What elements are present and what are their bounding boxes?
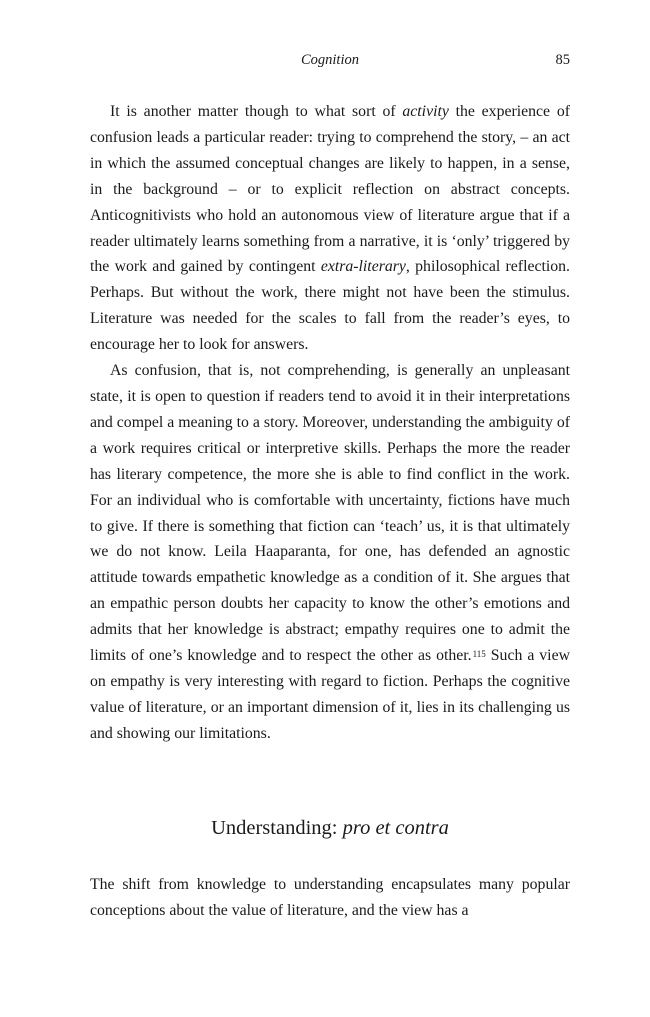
paragraph-1-text-c: , philosophical reflection. Perhaps. But without the work, there might not have been the stimulus. Literature was needed for the scales to fall from the reader’s eyes, to encourage her to look for answers. [90,258,571,354]
paragraph-1-text-a: It is another matter though to what sort of [110,103,403,120]
body-text [90,99,570,747]
section-body [90,872,570,924]
paragraph-2-text-a: As confusion, that is, not comprehending, is generally an unpleasant state, it is open to question if readers tend to avoid it in their interpretations and compel a meaning to a story. Moreover, understanding the ambiguity of a work requires critical or interpretive skills. Perhaps the more the reader has literary competence, the more she is able to find conflict in the work. For an individual who is comfortable with uncertainty, fictions have much to give. If there is something that fiction can ‘teach’ us, it is that ultimately we do not know. Leila Haaparanta, for one, has defended an agnostic attitude towards empathetic knowledge as a condition of it. She argues that an empathic person doubts her capacity to know the other’s emotions and admits that her knowledge is abstract; empathy requires one to admit the limits of one’s knowledge and to respect the other as other. [90,362,570,665]
section-heading-plain: Understanding: [211,817,343,839]
paragraph-1 [90,99,570,358]
running-head [90,52,570,72]
paragraph-2 [90,358,570,747]
emphasis-activity: activity [402,103,449,120]
footnote-reference[interactable]: 115 [472,649,486,660]
paragraph-1-text-b: the experience of confusion leads a particular reader: trying to comprehend the story, – an act in which the assumed conceptual changes are likely to happen, in a sense, in the background – or to explicit reflection on abstract concepts. Anticognitivists who hold an autonomous view of literature argue that if a reader ultimately learns something from a narrative, it is ‘only’ triggered by the work and gained by contingent [90,103,570,276]
running-title: Cognition [300,52,359,68]
section-paragraph-1: The shift from knowledge to understanding encapsulates many popular conceptions about the value of literature, and the view has a [90,876,570,919]
emphasis-extra-literary: extra-literary [320,258,406,276]
page-number: 85 [555,52,570,68]
paragraph-2-text-b: Such a view on empathy is very interesting with regard to fiction. Perhaps the cognitive value of literature, or an important dimension of it, lies in its challenging us and showing our limitations. [90,647,570,742]
section-heading-italic: pro et contra [342,817,449,839]
section-heading [90,817,570,840]
